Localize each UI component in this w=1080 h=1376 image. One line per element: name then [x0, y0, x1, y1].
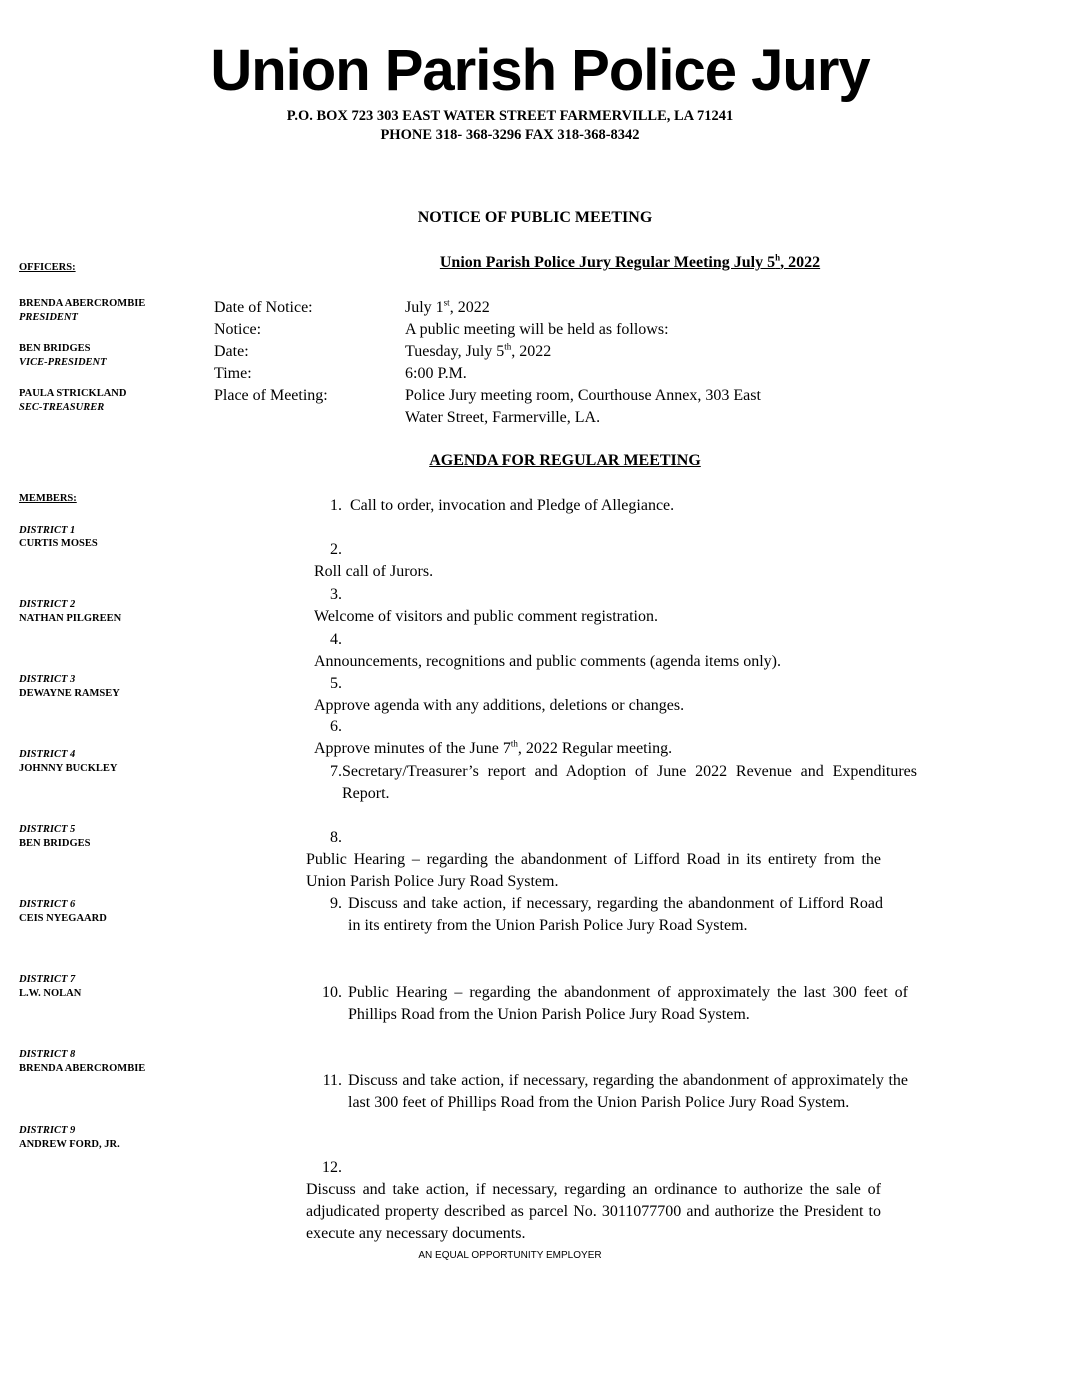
officer-name: PAULA STRICKLAND: [19, 388, 127, 399]
meeting-title: Union Parish Police Jury Regular Meeting July 5$^h$, 2022: [439, 252, 821, 271]
officer-title: SEC-TREASURER: [19, 402, 105, 413]
agenda-item: [300, 584, 920, 628]
agenda-item-text: Discuss and take action, if necessary, regarding the abandonment of approximately the last 300 feet of Phillips Road from the Union Parish Police Jury Road System.: [348, 1072, 908, 1111]
member-district: DISTRICT 5: [19, 824, 76, 835]
agenda-item: [300, 1157, 920, 1245]
member-name: JOHNNY BUCKLEY: [19, 763, 118, 774]
member-name: BEN BRIDGES: [19, 838, 91, 849]
members-heading: MEMBERS:: [19, 493, 77, 504]
place-value-line1: Police Jury meeting room, Courthouse Annex, 303 East: [405, 387, 761, 404]
agenda-item-text: Welcome of visitors and public comment registration.: [314, 608, 658, 625]
member-district: DISTRICT 9: [19, 1125, 76, 1136]
organization-title: Union Parish Police Jury: [210, 38, 870, 103]
agenda-item-number: 4.: [330, 631, 342, 648]
agenda-item: [300, 495, 920, 517]
date-label: Date:: [214, 343, 249, 360]
time-value: 6:00 P.M.: [405, 365, 467, 382]
agenda-item: [300, 827, 920, 893]
agenda-item: [300, 893, 920, 937]
member-district: DISTRICT 4: [19, 749, 76, 760]
agenda-item-number: 3.: [330, 586, 342, 603]
agenda-item: [300, 1070, 920, 1114]
officer-name: BRENDA ABERCROMBIE: [19, 298, 146, 309]
agenda-item-text: Approve agenda with any additions, deletions or changes.: [314, 697, 685, 714]
agenda-item-number: 1.: [330, 497, 342, 514]
agenda-item: [300, 716, 920, 760]
agenda-item: [300, 673, 920, 717]
agenda-item: [300, 539, 920, 583]
member-name: CURTIS MOSES: [19, 538, 98, 549]
agenda-item: [300, 982, 920, 1026]
agenda-item-text: Roll call of Jurors.: [314, 563, 434, 580]
agenda-item-number: 11.: [322, 1072, 342, 1089]
agenda-item: [300, 761, 920, 805]
officers-heading: OFFICERS:: [19, 262, 76, 273]
member-district: DISTRICT 1: [19, 525, 76, 536]
agenda-item-number: 9.: [330, 895, 342, 912]
agenda-item-text: Call to order, invocation and Pledge of Allegiance.: [350, 497, 675, 514]
agenda-item-number: 5.: [330, 675, 342, 692]
agenda-item: [300, 629, 920, 673]
agenda-item-number: 6.: [330, 718, 342, 735]
date-of-notice-label: Date of Notice:: [214, 299, 313, 316]
member-district: DISTRICT 2: [19, 599, 76, 610]
agenda-item-text: Discuss and take action, if necessary, regarding an ordinance to authorize the sale of adjudicated property described as parcel No. 3011077700 and authorize the President to execute any necessary documents.: [306, 1181, 881, 1242]
time-label: Time:: [214, 365, 252, 382]
notice-label: Notice:: [214, 321, 262, 338]
agenda-item-number: 2.: [330, 541, 342, 558]
agenda-item-text: Public Hearing – regarding the abandonment of Lifford Road in its entirety from the Union Parish Police Jury Road System.: [306, 851, 881, 890]
footer-eoe: AN EQUAL OPPORTUNITY EMPLOYER: [418, 1250, 602, 1261]
agenda-title: AGENDA FOR REGULAR MEETING: [429, 452, 701, 469]
member-name: BRENDA ABERCROMBIE: [19, 1063, 146, 1074]
agenda-item-text: Secretary/Treasurer’s report and Adoption of June 2022 Revenue and Expenditures Report.: [342, 763, 917, 802]
agenda-item-number: 8.: [330, 829, 342, 846]
notice-title: NOTICE OF PUBLIC MEETING: [417, 209, 653, 226]
place-value-line2: Water Street, Farmerville, LA.: [405, 409, 601, 426]
officer-title: VICE-PRESIDENT: [19, 357, 107, 368]
notice-value: A public meeting will be held as follows:: [405, 321, 669, 338]
phone-line: PHONE 318- 368-3296 FAX 318-368-8342: [380, 127, 640, 143]
place-label: Place of Meeting:: [214, 387, 328, 404]
agenda-item-number: 10.: [322, 984, 342, 1001]
member-name: DEWAYNE RAMSEY: [19, 688, 120, 699]
member-name: L.W. NOLAN: [19, 988, 82, 999]
agenda-item-text: Discuss and take action, if necessary, regarding the abandonment of Lifford Road in its entirety from the Union Parish Police Jury Road System.: [348, 895, 883, 934]
member-district: DISTRICT 6: [19, 899, 76, 910]
agenda-item-number: 7.: [330, 763, 342, 780]
date-of-notice-value: July 1st, 2022: [405, 297, 490, 316]
date-value: Tuesday, July 5th, 2022: [405, 341, 552, 360]
address-line: P.O. BOX 723 303 EAST WATER STREET FARMERVILLE, LA 71241: [286, 108, 734, 124]
member-name: ANDREW FORD, JR.: [19, 1139, 120, 1150]
member-district: DISTRICT 3: [19, 674, 76, 685]
officer-name: BEN BRIDGES: [19, 343, 91, 354]
officer-title: PRESIDENT: [19, 312, 78, 323]
agenda-item-text: Public Hearing – regarding the abandonment of approximately the last 300 feet of Phillips Road from the Union Parish Police Jury Road System.: [348, 984, 908, 1023]
member-district: DISTRICT 8: [19, 1049, 76, 1060]
agenda-item-text: Announcements, recognitions and public comments (agenda items only).: [314, 653, 781, 670]
member-district: DISTRICT 7: [19, 974, 76, 985]
agenda-item-number: 12.: [322, 1159, 342, 1176]
member-name: NATHAN PILGREEN: [19, 613, 122, 624]
agenda-item-text: Approve minutes of the June 7th, 2022 Regular meeting.: [314, 738, 673, 757]
member-name: CEIS NYEGAARD: [19, 913, 107, 924]
